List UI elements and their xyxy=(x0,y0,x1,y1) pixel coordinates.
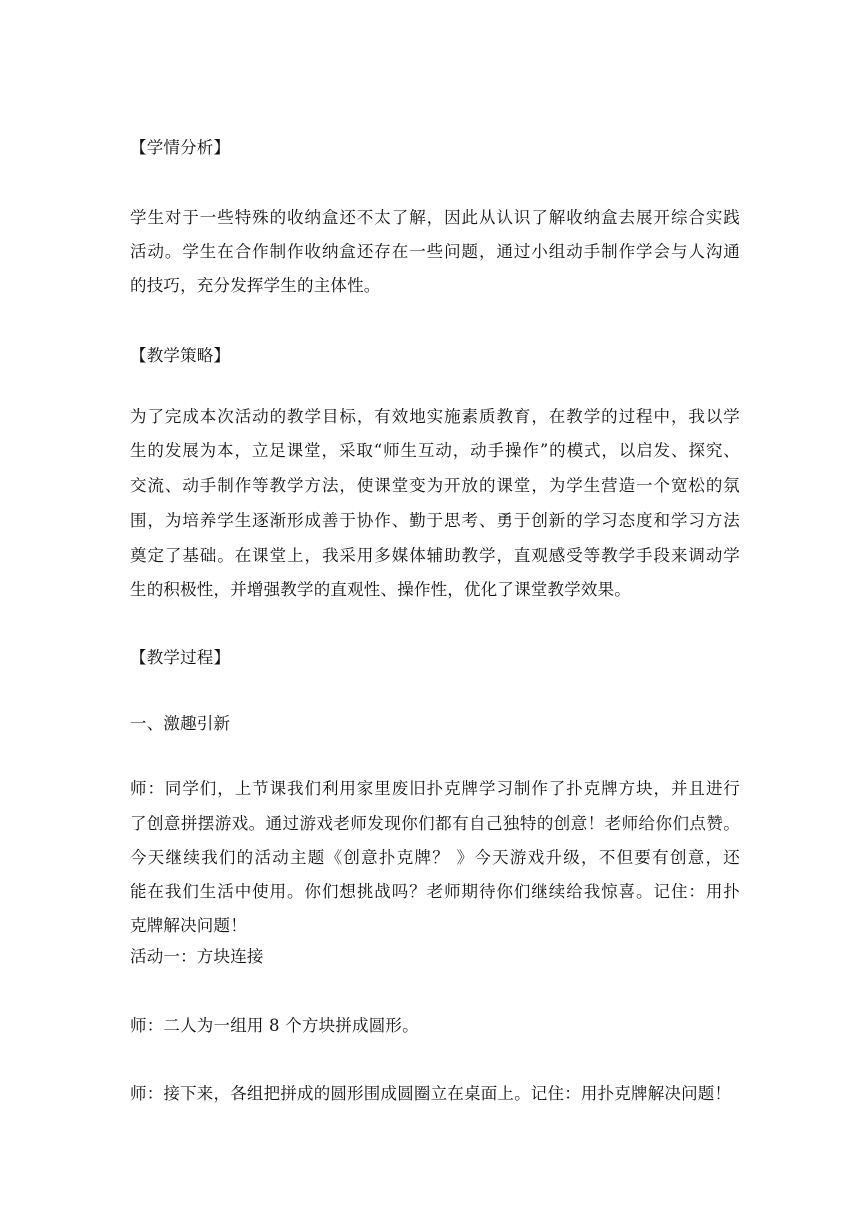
paragraph-line: 学生对于一些特殊的收纳盒还不太了解，因此从认识了解收纳盒去展开综合实践 xyxy=(130,208,740,227)
activity-title: 活动一：方块连接 xyxy=(130,947,264,966)
paragraph-line: 师：接下来，各组把拼成的圆形围成圆圈立在桌面上。记住：用扑克牌解决问题！ xyxy=(130,1084,732,1103)
paragraph-line: 师：二人为一组用 8 个方块拼成圆形。 xyxy=(130,1016,419,1035)
paragraph-line: 交流、动手制作等教学方法，使课堂变为开放的课堂，为学生营造一个宽松的氛 xyxy=(130,476,740,495)
heading-teaching-strategy: 【教学策略】 xyxy=(130,346,231,365)
paragraph-line: 能在我们生活中使用。你们想挑战吗？老师期待你们继续给我惊喜。记住：用扑 xyxy=(130,882,740,901)
heading-teaching-process: 【教学过程】 xyxy=(130,648,231,667)
paragraph-line: 克牌解决问题！ xyxy=(130,916,247,935)
paragraph-line: 师：同学们，上节课我们利用家里废旧扑克牌学习制作了扑克牌方块，并且进行 xyxy=(130,779,740,798)
paragraph-line: 了创意拼摆游戏。通过游戏老师发现你们都有自己独特的创意！老师给你们点赞。 xyxy=(130,814,740,833)
paragraph-line: 的技巧，充分发挥学生的主体性。 xyxy=(130,276,381,295)
paragraph-line: 生的发展为本，立足课堂，采取“师生互动，动手操作”的模式，以启发、探究、 xyxy=(130,441,740,460)
paragraph-line: 活动。学生在合作制作收纳盒还存在一些问题，通过小组动手制作学会与人沟通 xyxy=(130,242,740,261)
paragraph-line: 今天继续我们的活动主题《创意扑克牌？ 》今天游戏升级，不但要有创意，还 xyxy=(130,848,740,867)
paragraph-line: 生的积极性，并增强教学的直观性、操作性，优化了课堂教学效果。 xyxy=(130,580,631,599)
paragraph-line: 为了完成本次活动的教学目标，有效地实施素质教育，在教学的过程中，我以学 xyxy=(130,407,740,426)
paragraph-line: 奠定了基础。在课堂上，我采用多媒体辅助教学，直观感受等教学手段来调动学 xyxy=(130,546,740,565)
subheading-intro: 一、激趣引新 xyxy=(130,714,231,733)
heading-learning-analysis: 【学情分析】 xyxy=(130,138,231,157)
paragraph-line: 围，为培养学生逐渐形成善于协作、勤于思考、勇于创新的学习态度和学习方法 xyxy=(130,511,740,530)
